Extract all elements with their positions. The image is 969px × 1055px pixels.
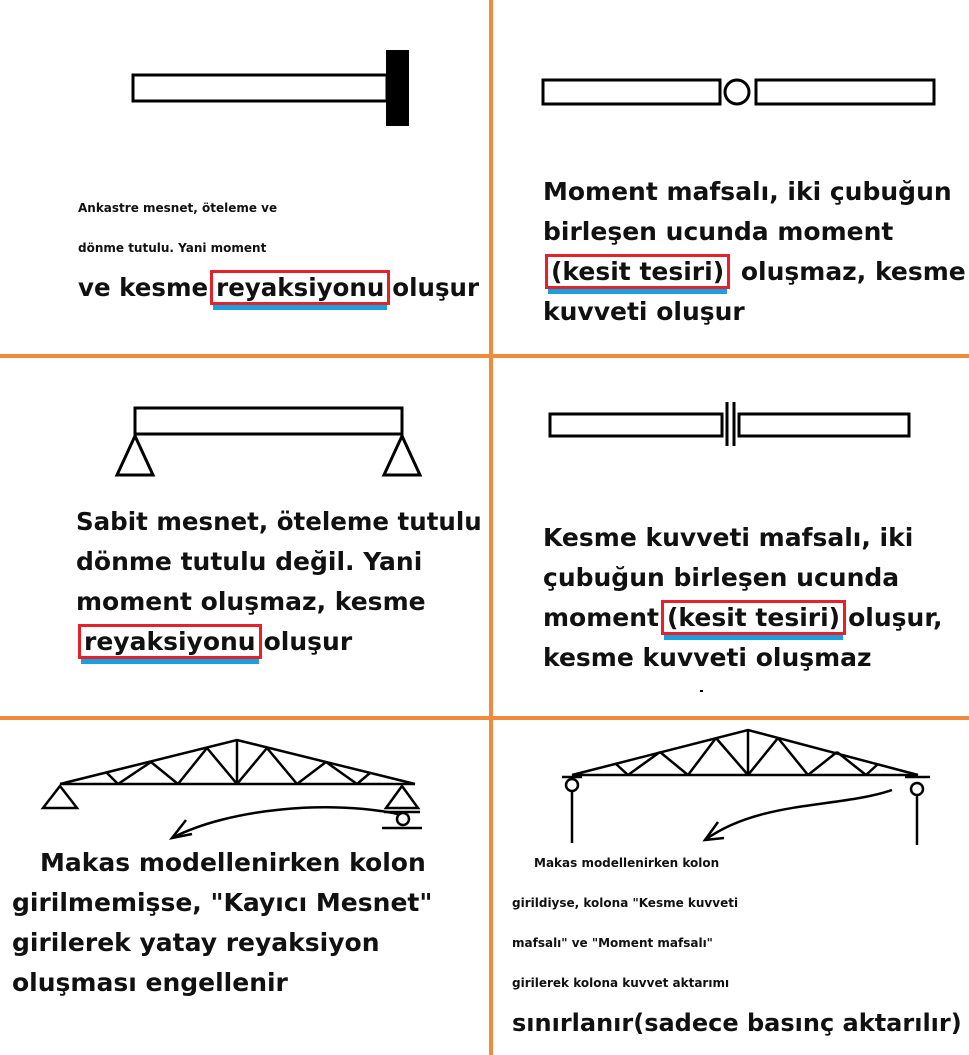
caption-line [543, 598, 942, 638]
truss-column-caption [512, 843, 962, 1043]
moment-hinge-caption [543, 172, 966, 332]
caption-line: Ankastre mesnet, öteleme ve [78, 201, 278, 215]
highlight-box: (kesit tesiri) [545, 254, 730, 289]
caption-line: dönme tutulu. Yani moment [78, 241, 267, 255]
caption-line [543, 252, 966, 292]
caption-line: girilerek kolona kuvvet aktarımı [512, 976, 730, 990]
highlight-box: reyaksiyonu [78, 624, 262, 659]
truss-roller-icon [43, 740, 422, 838]
caption-text: oluşmaz, kesme [740, 257, 966, 286]
caption-line: girildiyse, kolona "Kesme kuvveti [512, 896, 739, 910]
caption-line [76, 622, 482, 662]
caption-line: Moment mafsalı, iki çubuğun [543, 177, 952, 206]
moment-hinge-icon [543, 80, 934, 104]
pinned-support-icon [117, 408, 420, 475]
highlight-box: reyaksiyonu [210, 270, 390, 305]
caption-text: oluşur, [848, 603, 943, 632]
caption-text: moment [543, 603, 659, 632]
caption-line: Makas modellenirken kolon [534, 856, 720, 870]
caption-line: çubuğun birleşen ucunda [543, 563, 900, 592]
caption-line: Sabit mesnet, öteleme tutulu [76, 507, 482, 536]
caption-line: girilmemişse, "Kayıcı Mesnet" [12, 888, 433, 917]
pinned-support-caption [76, 502, 482, 662]
fixed-support-icon [133, 50, 409, 126]
caption-line: moment oluşmaz, kesme [76, 587, 426, 616]
caption-line: kuvveti oluşur [543, 297, 745, 326]
caption-text: oluşur [263, 627, 353, 656]
caption-text: ve kesme [78, 273, 209, 302]
caption-line: kesme kuvveti oluşmaz [543, 643, 872, 672]
caption-line: birleşen ucunda moment [543, 217, 894, 246]
caption-line: dönme tutulu değil. Yani [76, 547, 423, 576]
caption-line [78, 268, 479, 308]
caption-line: mafsalı" ve "Moment mafsalı" [512, 936, 713, 950]
truss-roller-caption [12, 843, 432, 1003]
truss-column-icon [562, 730, 930, 845]
caption-line: sınırlanır(sadece basınç aktarılır) [512, 1009, 962, 1037]
shear-hinge-caption [543, 518, 942, 678]
highlight-box: (kesit tesiri) [661, 600, 846, 635]
caption-line: Kesme kuvveti mafsalı, iki [543, 523, 914, 552]
caption-text: oluşur [392, 273, 480, 302]
caption-line: girilerek yatay reyaksiyon [12, 928, 380, 957]
caption-line: oluşması engellenir [12, 968, 288, 997]
fixed-support-caption [78, 188, 479, 308]
caption-line: Makas modellenirken kolon [40, 848, 426, 877]
